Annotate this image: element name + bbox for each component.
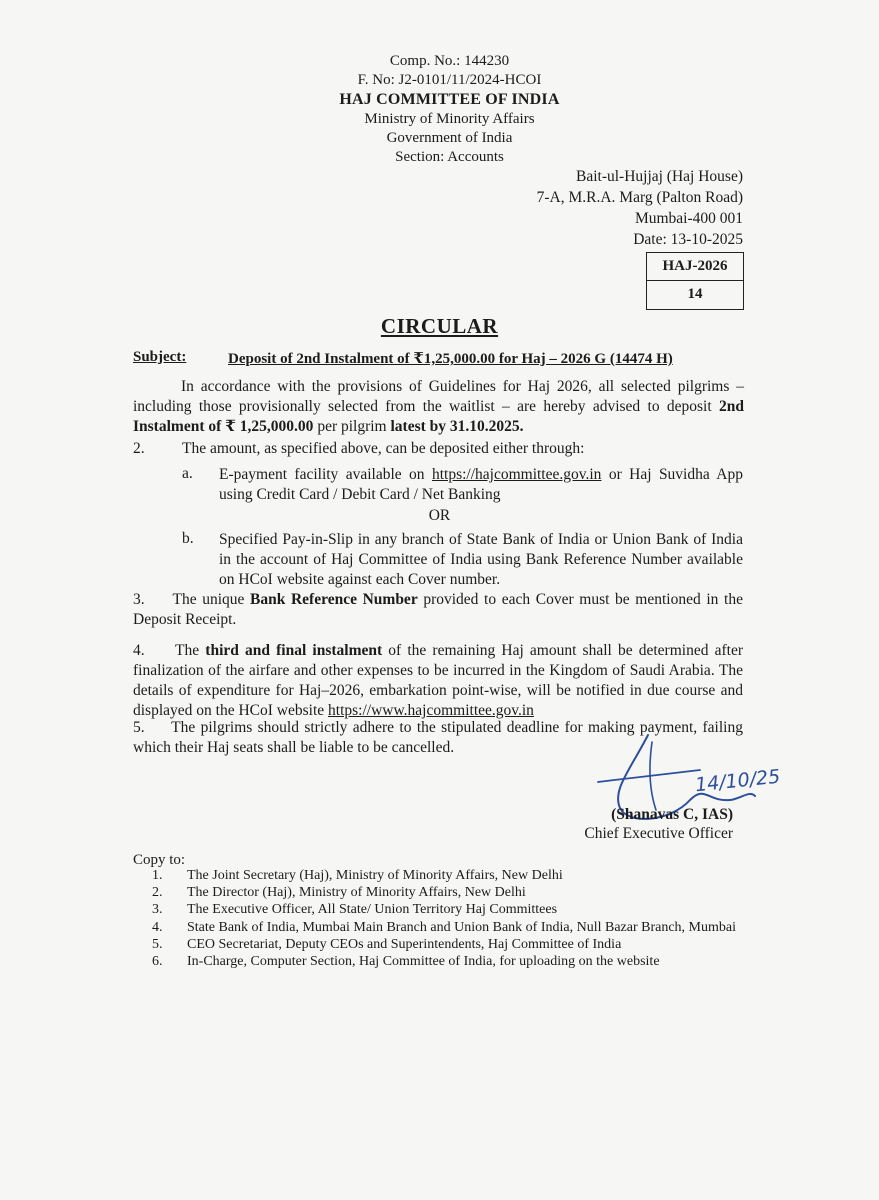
file-number: F. No: J2-0101/11/2024-HCOI [357, 72, 542, 88]
bank-reference-number: Bank Reference Number [250, 591, 418, 608]
government: Government of India [386, 130, 513, 146]
copy-to-item-number: 1. [152, 868, 163, 883]
copy-to-item-number: 5. [152, 936, 163, 952]
copy-to-item-number: 4. [152, 919, 163, 935]
ministry: Ministry of Minority Affairs [364, 111, 535, 127]
option-a [219, 465, 743, 505]
option-a-pre: E-payment facility available on [219, 466, 432, 483]
final-instalment: third and final instalment [205, 642, 383, 659]
paragraph-2-text: The amount, as specified above, can be deposited either through: [182, 440, 585, 457]
address-line-1: Bait-ul-Hujjaj (Haj House) [575, 168, 743, 185]
date: Date: 13-10-2025 [633, 231, 743, 248]
option-a-label: a. [182, 465, 193, 482]
copy-to-item-number: 2. [152, 885, 163, 901]
org-name: HAJ COMMITTEE OF INDIA [339, 91, 560, 108]
paragraph-3-number: 3. [133, 591, 145, 608]
copy-to-item-text: State Bank of India, Mumbai Main Branch and Union Bank of India, Null Bazar Branch, Mumbai [187, 919, 736, 935]
reference-box [646, 252, 744, 310]
paragraph-3-pre: The unique [172, 591, 251, 608]
copy-to-heading: Copy to: [133, 852, 186, 868]
copy-to-item-text: The Director (Haj), Ministry of Minority Affairs, New Delhi [187, 885, 526, 901]
copy-to-item-number: 6. [152, 954, 163, 970]
signature-date: 14/10/25 [694, 765, 782, 797]
paragraph-3-post: provided to each Cover must be mentioned in the Deposit Receipt. [133, 591, 743, 628]
paragraph-1 [133, 377, 744, 437]
paragraph-1-mid: per pilgrim [313, 418, 391, 435]
paragraph-2-number: 2. [133, 440, 145, 457]
org-name-wrap [0, 90, 879, 110]
paragraph-4-pre: The [175, 642, 206, 659]
paragraph-5-text: The pilgrims should strictly adhere to the stipulated deadline for making payment, failing which their Haj seats shall be liable to be cancelled. [133, 719, 743, 756]
paragraph-1-text: In accordance with the provisions of Guidelines for Haj 2026, all selected pilgrims – including those provisionally selected from the waitlist – are hereby advised to deposit [133, 378, 744, 415]
copy-to-item [152, 953, 736, 970]
signatory-name: (Shanavas C, IAS) [611, 806, 733, 823]
copy-to-item-text: The Joint Secretary (Haj), Ministry of Minority Affairs, New Delhi [187, 868, 563, 883]
reference-number: 14 [687, 286, 703, 302]
copy-to-item-number: 3. [152, 902, 163, 918]
copy-to-list [152, 867, 736, 970]
copy-to-item [152, 867, 736, 884]
option-a-post: or Haj Suvidha App using Credit Card / Debit Card / Net Banking [219, 466, 743, 503]
paragraph-4-number: 4. [133, 642, 145, 659]
reference-series: HAJ-2026 [647, 253, 743, 281]
address-line-3: Mumbai-400 001 [634, 210, 743, 227]
subject-line [133, 349, 673, 367]
hajcommittee-www-link[interactable]: https://www.hajcommittee.gov.in [328, 702, 534, 719]
subject-text: Deposit of 2nd Instalment of ₹1,25,000.00 for Haj – 2026 G (14474 H) [228, 351, 673, 367]
copy-to-item [152, 901, 736, 918]
paragraph-1-deadline: latest by 31.10.2025. [390, 418, 524, 435]
subject-label: Subject: [133, 349, 187, 365]
paragraph-1-amount: 2nd Instalment of ₹ 1,25,000.00 [133, 398, 745, 435]
copy-to-item [152, 884, 736, 901]
section: Section: Accounts [395, 149, 504, 165]
comp-number: Comp. No.: 144230 [389, 53, 510, 69]
paragraph-3 [133, 590, 743, 630]
hajcommittee-link[interactable]: https://hajcommittee.gov.in [431, 466, 602, 483]
copy-to-item [152, 919, 736, 936]
copy-to-item-text: The Executive Officer, All State/ Union Territory Haj Committees [187, 902, 558, 918]
copy-to-item [152, 936, 736, 953]
circular-title: CIRCULAR [380, 314, 499, 338]
option-b-label: b. [182, 530, 194, 547]
paragraph-4-post: of the remaining Haj amount shall be determined after finalization of the airfare and other expenses to be incurred in the Kingdom of Saudi Arabia. The details of expenditure for Haj–2026, embarkation point-wise, will be notified in due course and displayed on the HCoI website [133, 642, 743, 719]
paragraph-5-number: 5. [133, 719, 145, 736]
option-b: Specified Pay-in-Slip in any branch of State Bank of India or Union Bank of India in the account of Haj Committee of India using Bank Reference Number available on HCoI website against each Cover number. [219, 531, 743, 588]
address-line-2: 7-A, M.R.A. Marg (Palton Road) [536, 189, 743, 206]
copy-to-item-text: In-Charge, Computer Section, Haj Committee of India, for uploading on the website [187, 954, 660, 970]
copy-to-item-text: CEO Secretariat, Deputy CEOs and Superintendents, Haj Committee of India [187, 936, 622, 952]
paragraph-4 [133, 641, 743, 721]
signatory-designation: Chief Executive Officer [584, 825, 733, 842]
or-separator: OR [428, 507, 451, 524]
